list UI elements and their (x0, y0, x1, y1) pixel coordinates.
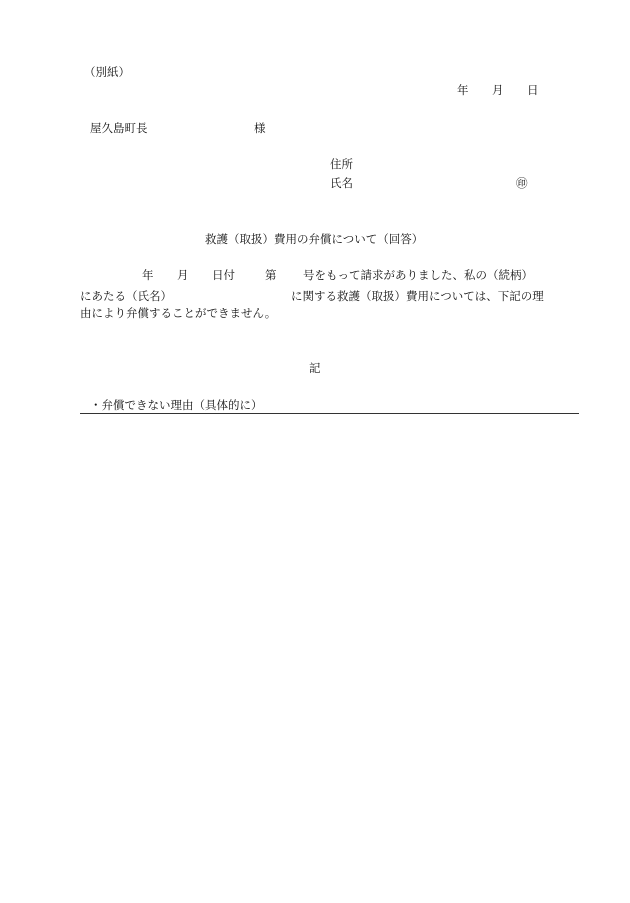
body-number-prefix: 第 (265, 268, 277, 282)
addressee-honorific: 様 (254, 121, 266, 135)
body-line2-start: にあたる（氏名） (80, 289, 172, 303)
document-title: 救護（取扱）費用の弁償について（回答） (205, 232, 424, 246)
seal-mark: ㊞ (516, 176, 528, 190)
body-line1-rest: 号をもって請求がありました、私の（続柄） (303, 268, 533, 282)
body-month: 月 (177, 268, 189, 282)
attachment-label: （別紙） (84, 65, 130, 79)
addressee-name: 屋久島町長 (90, 121, 148, 135)
name-label: 氏名 (330, 176, 353, 190)
body-line2-rest: に関する救護（取扱）費用については、下記の理 (291, 289, 544, 303)
address-label: 住所 (330, 157, 353, 171)
reason-underline (80, 413, 579, 414)
reason-label: ・弁償できない理由（具体的に） (90, 398, 263, 412)
date-day: 日 (527, 83, 539, 97)
date-year: 年 (457, 83, 469, 97)
ki-heading: 記 (309, 361, 321, 375)
date-month: 月 (492, 83, 504, 97)
body-line3: 由により弁償することができません。 (80, 306, 277, 320)
body-year: 年 (142, 268, 154, 282)
body-date: 日付 (212, 268, 235, 282)
